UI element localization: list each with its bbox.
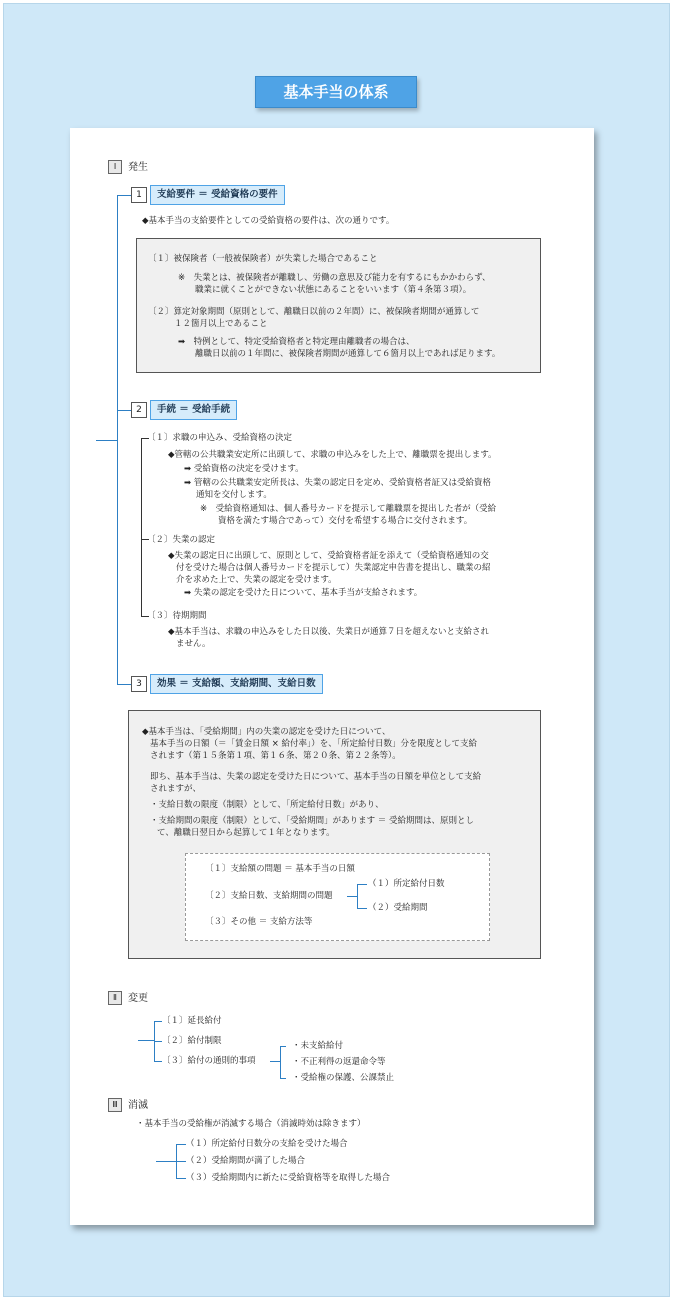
document-paper xyxy=(70,128,594,1225)
section-2-item-2: 〔２〕給付制限 xyxy=(162,1036,222,1046)
proc-line-15: ません。 xyxy=(176,639,211,649)
req-line-7: 離職日以前の１年間に、被保険者期間が通算して６箇月以上であれば足ります。 xyxy=(195,349,501,359)
effect-summary-2: 〔２〕支給日数、支給期間の問題 xyxy=(205,891,333,901)
req-line-6: ➡ 特例として、特定受給資格者と特定理由離職者の場合は、 xyxy=(178,337,415,347)
effect-summary-sub-2: （２）受給期間 xyxy=(368,903,428,913)
effect-line-5: されますが、 xyxy=(150,784,202,794)
section-3-item-2: （２）受給期間が満了した場合 xyxy=(186,1156,306,1166)
section-2-sub-3: ・受給権の保護、公課禁止 xyxy=(292,1073,395,1083)
section-3-item-3: （３）受給期間内に新たに受給資格等を取得した場合 xyxy=(186,1173,391,1183)
section-2-branch-1 xyxy=(154,1021,162,1022)
proc-line-9: ◆失業の認定日に出頭して、原則として、受給資格者証を添えて（受給資格通知の交 xyxy=(168,551,489,561)
section-1-trunk-line xyxy=(117,195,118,684)
req-line-5: １２箇月以上であること xyxy=(174,319,268,329)
item-1-heading: 支給要件 ＝ 受給資格の要件 xyxy=(150,185,285,205)
section-2-sub-stem xyxy=(270,1061,280,1062)
section-1-roman: Ⅰ xyxy=(108,160,122,174)
section-2-item-1: 〔１〕延長給付 xyxy=(162,1016,222,1026)
section-3-intro: ・基本手当の受給権が消滅する場合（消滅時効は除きます） xyxy=(136,1119,366,1129)
section-1-header xyxy=(108,160,148,175)
section-2-sub-trunk xyxy=(280,1046,281,1078)
section-2-label: 変更 xyxy=(128,993,148,1004)
section-2-item-3: 〔３〕給付の通則的事項 xyxy=(162,1056,256,1066)
section-2-roman: Ⅱ xyxy=(108,991,122,1005)
effect-summary-3: 〔３〕その他 ＝ 支給方法等 xyxy=(205,917,313,927)
proc-line-5: 通知を交付します。 xyxy=(196,490,272,500)
item-1-intro: ◆基本手当の支給要件としての受給資格の要件は、次の通りです。 xyxy=(142,216,395,226)
proc-line-10: 付を受けた場合は個人番号カードを提示して）失業認定申告書を提出し、職業の紹 xyxy=(176,563,491,573)
branch-3-line xyxy=(117,684,131,685)
proc-line-4: ➡ 管轄の公共職業安定所長は、失業の認定日を定め、受給資格者証又は受給資格 xyxy=(184,478,491,488)
section-2-sub-1: ・未支給給付 xyxy=(292,1041,344,1051)
summary-connector-bottom xyxy=(357,908,367,909)
section-2-sub-branch-1 xyxy=(280,1046,286,1047)
section-2-sub-2: ・不正利得の返還命令等 xyxy=(292,1057,386,1067)
effect-line-2: 基本手当の日額（＝「賃金日額 × 給付率」）を、「所定給付日数」分を限度として支給 xyxy=(150,739,478,749)
item-2-number: 2 xyxy=(131,402,147,418)
req-line-4: 〔２〕算定対象期間（原則として、離職日以前の２年間）に、被保険者期間が通算して xyxy=(148,307,480,317)
branch-2-line xyxy=(117,410,131,411)
proc-line-2: ◆管轄の公共職業安定所に出頭して、求職の申込みをした上で、離職票を提出します。 xyxy=(168,450,497,460)
effect-line-1: ◆基本手当は、「受給期間」内の失業の認定を受けた日について、 xyxy=(142,727,391,737)
effect-line-6: ・支給日数の限度（制限）として、「所定給付日数」があり、 xyxy=(150,800,384,810)
proc-line-11: 介を求めた上で、失業の認定を受けます。 xyxy=(176,575,337,585)
effect-summary-1: 〔１〕支給額の問題 ＝ 基本手当の日額 xyxy=(205,864,355,874)
summary-connector-vertical xyxy=(357,884,358,908)
effect-line-4: 即ち、基本手当は、失業の認定を受けた日について、基本手当の日額を単位として支給 xyxy=(150,772,482,782)
section-3-label: 消滅 xyxy=(128,1100,148,1111)
section-2-sub-branch-3 xyxy=(280,1078,286,1079)
branch-1-line xyxy=(117,195,131,196)
proc-line-6: ※ 受給資格通知は、個人番号カードを提示して離職票を提出した者が（受給 xyxy=(200,504,497,514)
summary-connector-top xyxy=(357,884,367,885)
proc-line-7: 資格を満たす場合であって）交付を希望する場合に交付されます。 xyxy=(218,516,473,526)
req-line-1: 〔１〕被保険者（一般被保険者）が失業した場合であること xyxy=(148,254,378,264)
effect-line-3: されます（第１５条第１項、第１６条、第２０条、第２２条等）。 xyxy=(150,751,401,761)
proc-line-14: ◆基本手当は、求職の申込みをした日以後、失業日が通算７日を超えないと支給され xyxy=(168,627,490,637)
summary-connector xyxy=(347,896,357,897)
section-1-stem-line xyxy=(96,440,117,441)
proc-line-13: 〔３〕待期期間 xyxy=(147,611,207,621)
effect-line-7: ・支給期間の限度（制限）として、「受給期間」があります ＝ 受給期間は、原則とし xyxy=(150,816,474,826)
proc-line-3: ➡ 受給資格の決定を受けます。 xyxy=(184,464,304,474)
section-3-header xyxy=(108,1098,148,1113)
effect-line-8: て、離職日翌日から起算して１年となります。 xyxy=(157,828,335,838)
section-3-item-1: （１）所定給付日数分の支給を受けた場合 xyxy=(186,1139,348,1149)
section-2-header xyxy=(108,991,148,1006)
section-3-branch-3 xyxy=(176,1178,186,1179)
section-2-branch-2 xyxy=(154,1041,162,1042)
item-2-heading: 手続 ＝ 受給手続 xyxy=(150,400,237,420)
proc-line-8: 〔２〕失業の認定 xyxy=(147,535,216,545)
proc-line-12: ➡ 失業の認定を受けた日について、基本手当が支給されます。 xyxy=(184,588,423,598)
section-3-roman: Ⅲ xyxy=(108,1098,122,1112)
item-1-number: 1 xyxy=(131,187,147,203)
req-line-2: ※ 失業とは、被保険者が離職し、労働の意思及び能力を有するにもかかわらず、 xyxy=(178,273,491,283)
proc-line-1: 〔１〕求職の申込み、受給資格の決定 xyxy=(147,433,293,443)
section-2-stem xyxy=(138,1040,154,1041)
section-1-label: 発生 xyxy=(128,162,148,173)
item-3-heading: 効果 ＝ 支給額、支給期間、支給日数 xyxy=(150,674,323,694)
page-title: 基本手当の体系 xyxy=(255,76,417,108)
section-3-stem xyxy=(156,1161,176,1162)
section-2-branch-3 xyxy=(154,1061,162,1062)
effect-summary-sub-1: （１）所定給付日数 xyxy=(368,879,445,889)
section-3-branch-2 xyxy=(176,1161,186,1162)
section-3-branch-1 xyxy=(176,1144,186,1145)
item-3-number: 3 xyxy=(131,676,147,692)
req-line-3: 職業に就くことができない状態にあることをいいます（第４条第３項）。 xyxy=(195,285,472,295)
item-2-sub-trunk xyxy=(141,438,142,616)
